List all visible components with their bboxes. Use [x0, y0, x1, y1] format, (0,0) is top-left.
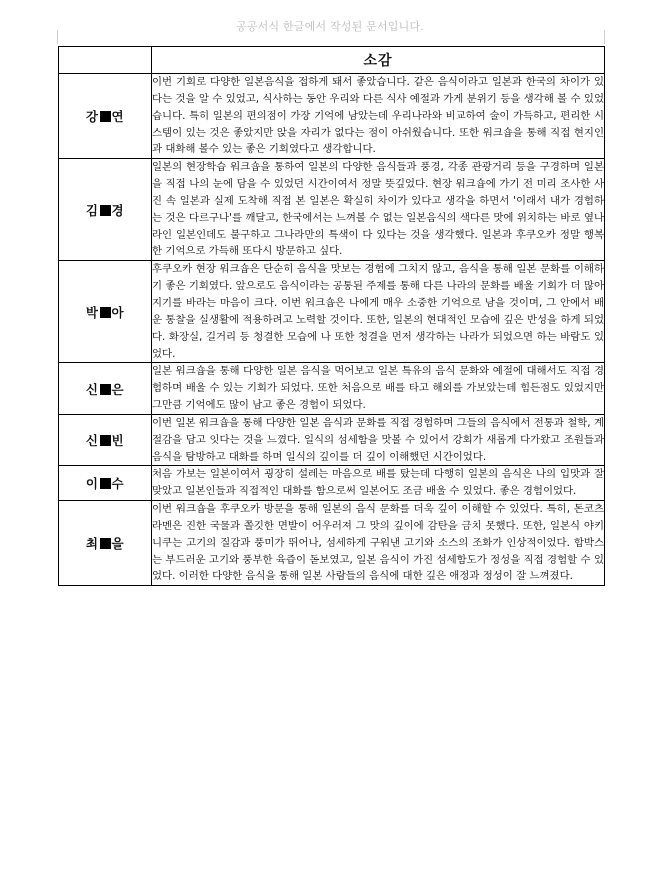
redaction-block-icon	[100, 307, 111, 318]
participant-name-cell	[59, 261, 152, 363]
margin-mark-right	[604, 30, 605, 44]
table-header-row	[59, 47, 605, 74]
redaction-block-icon	[100, 384, 111, 395]
table-row	[59, 261, 605, 363]
participant-comment-cell	[152, 74, 605, 159]
comment-table-wrap	[58, 46, 604, 586]
redaction-block-icon	[100, 205, 111, 216]
participant-name-cell	[59, 74, 152, 159]
comment-text: 후쿠오카 현장 워크숍은 단순히 음식을 맛보는 경험에 그치지 않고, 음식을 통해 일본 문화를 이해하기 좋은 기회였다. 앞으로도 음식이라는 공통된 주제를 통해 다른 나라의 문화를 배울 기회가 더 많아지기를 바라는 마음이 크다. 이번 워크숍은 나에게 매우 소중한 기억으로 남을 것이며, 그 안에서 배운 통찰을 실생활에 적용하려고 노력할 것이다. 또한, 일본의 현대적인 모습에 깊은 반성을 하게 되었다. 화장실, 길거리 등 청결한 모습에 나 또한 청결을 먼저 생각하는 나라가 되었으면 하는 바람도 있었다.	[152, 263, 604, 360]
name-suffix: 경	[111, 202, 125, 218]
name-suffix: 수	[111, 476, 125, 492]
comment-text: 일본의 현장학습 워크숍을 통하여 일본의 다양한 음식들과 풍경, 각종 관광거리 등을 구경하며 일본을 직접 나의 눈에 담을 수 있었던 시간이여서 정말 뜻깊었다. 현장 워크숍에 가기 전 미리 조사한 사진 속 일본과 실제 도착해 직접 본 일본은 확실히 차이가 있다고 생각을 하면서 '이래서 내가 경험하는 것은 다르구나'를 깨달고, 한국에서는 느껴볼 수 없는 일본음식의 색다른 맛에 위치하는 바로 옆나라인 일본인데도 불구하고 그나라만의 특색이 다 있다는 것을 생각했다. 일본과 후쿠오카 정말 행복한 기억으로 가득해 또다시 방문하고 싶다.	[152, 161, 604, 258]
participant-name-cell	[59, 501, 152, 586]
name-prefix: 강	[85, 109, 99, 125]
column-header-comment: 소감	[152, 47, 605, 74]
participant-name-cell	[59, 466, 152, 501]
name-suffix: 은	[111, 381, 125, 397]
participant-comment-cell	[152, 501, 605, 586]
participant-comment-cell	[152, 414, 605, 466]
name-prefix: 김	[85, 202, 99, 218]
table-row	[59, 414, 605, 466]
comment-text: 이번 기회로 다양한 일본음식을 접하게 돼서 좋았습니다. 같은 음식이라고 일본과 한국의 차이가 있다는 것을 알 수 있었고, 식사하는 동안 우리와 다른 식사 예절과 가게 분위기 등을 생각해 볼 수 있었습니다. 특히 일본의 편의점이 가장 기억에 남았는데 우리나라와 비교하여 술이 가득하고, 편리한 시스템이 있는 것은 좋았지만 앉을 자리가 없다는 점이 아쉬웠습니다. 또한 워크숍을 통해 직접 현지인과 대화해 볼수 있는 좋은 기회였다고 생각합니다.	[152, 76, 604, 156]
column-header-name	[59, 47, 152, 74]
name-prefix: 신	[85, 381, 99, 397]
participant-name-cell	[59, 363, 152, 415]
participant-comment-cell	[152, 363, 605, 415]
comment-text: 이번 일본 워크숍을 통해 다양한 일본 음식과 문화를 직접 경험하며 그들의 음식에서 전통과 철학, 계절감을 담고 잇다는 것을 느꼈다. 일식의 섬세함을 맛볼 수 있어서 강회가 새롭게 다가왔고 조원들과 음식을 탐방하고 대화를 하며 일식의 깊이를 더 깊이 이해했던 시간이었다.	[152, 416, 604, 463]
comment-text: 처음 가보는 일본이여서 굉장히 설레는 마음으로 배를 탔는데 다행히 일본의 음식은 나의 입맛과 잘 맞았고 일본인들과 직접적인 대화를 함으로써 일본어도 조금 배울 수 있었다. 좋은 경험이었다.	[152, 468, 604, 498]
name-prefix: 신	[85, 433, 99, 449]
table-row	[59, 501, 605, 586]
comment-text: 일본 워크숍을 통해 다양한 일본 음식을 먹어보고 일본 특유의 음식 문화와 예절에 대해서도 직접 경험하며 배울 수 있는 기회가 되었다. 또한 처음으로 배를 타고 해외를 가보았는데 힘든점도 있었지만 그만큼 기억에도 많이 남고 좋은 경험이 되었다.	[152, 365, 604, 412]
table-row	[59, 363, 605, 415]
redaction-block-icon	[100, 435, 111, 446]
margin-mark-left	[57, 30, 58, 44]
participant-name-cell	[59, 159, 152, 261]
name-suffix: 연	[111, 109, 125, 125]
name-prefix: 최	[85, 536, 99, 552]
redaction-block-icon	[100, 538, 111, 549]
participant-comment-cell	[152, 159, 605, 261]
name-suffix: 을	[111, 536, 125, 552]
participant-comment-cell	[152, 466, 605, 501]
name-suffix: 빈	[111, 433, 125, 449]
name-prefix: 박	[85, 304, 99, 320]
comment-table	[58, 46, 605, 586]
name-suffix: 아	[111, 304, 125, 320]
participant-name-cell	[59, 414, 152, 466]
redaction-block-icon	[100, 111, 111, 122]
table-row	[59, 466, 605, 501]
table-row	[59, 159, 605, 261]
redaction-block-icon	[100, 478, 111, 489]
document-header-note: 공공서식 한글에서 작성된 문서입니다.	[235, 20, 424, 33]
comment-text: 이번 워크숍을 후쿠오카 방문을 통해 일본의 음식 문화를 더욱 깊이 이해할 수 있었다. 특히, 돈코츠 라멘은 진한 국물과 쫄깃한 면발이 어우러져 그 맛의 깊이에 감탄을 금치 못했다. 또한, 일본식 야키니쿠는 고기의 질감과 풍미가 뛰어나, 섬세하게 구워낸 고기와 소스의 조화가 인상적이었다. 합박스는 부드러운 고기와 풍부한 육즙이 돋보였고, 일본 음식이 가진 섬세함도가 정성을 직접 경험할 수 있었다. 이러한 다양한 음식을 통해 일본 사람들의 음식에 대한 깊은 애정과 정성이 잘 느껴졌다.	[152, 503, 604, 583]
table-row	[59, 74, 605, 159]
participant-comment-cell	[152, 261, 605, 363]
name-prefix: 이	[85, 476, 99, 492]
comment-table-body	[59, 74, 605, 586]
